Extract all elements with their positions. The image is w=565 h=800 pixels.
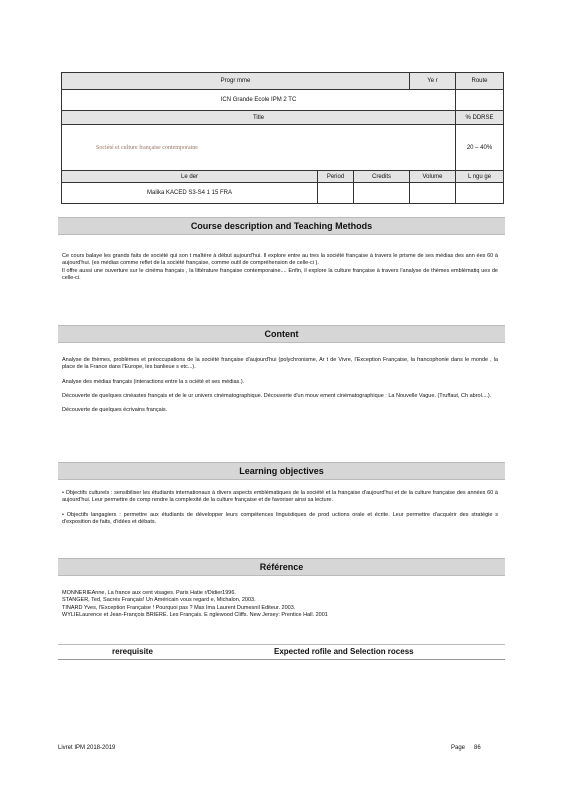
course-description-text: [62, 253, 498, 282]
prerequisite-rule: [58, 659, 505, 660]
reference-heading: Référence: [58, 558, 505, 576]
objective-paragraph: • Objectifs langagiers : permettre aux étudiants de développer leurs compétences linguistiques de prod uctions orale et écrite. Leur permettre d'acquérir des stratégie s d'exposition de faits, d'idées et débats.: [62, 511, 498, 525]
course-description-paragraph: Il offre aussi une ouverture sur le cinéma français , la littérature française contemporaine.... Enfin, il explore la culture française à travers l'analyse de thèmes emblématiq ues de celle-ci.: [62, 267, 498, 281]
reference-item: MONNERIEAnne, La france aux cent visages. Paris Hatie r/Didier1996.: [62, 590, 236, 596]
expected-profile-heading: Expected rofile and Selection rocess: [274, 647, 414, 656]
volume-label: Volume: [410, 171, 456, 183]
course-description-paragraph: Ce cours balaye les grands faits de société qui son t maîtère à début aujourd'hui. Il explore entre au tres la société française à travers le prisme de ses médias des ann ées 60 à aujourd'hui. (es médias comme reflet de la société française, comme outil de compréhension de celle-ci ).: [62, 253, 498, 267]
period-label: Period: [318, 171, 354, 183]
course-description-heading: Course description and Teaching Methods: [58, 217, 505, 235]
reference-item: TINARD Yves, l'Exception Française ! Pourquoi pas ? Max Ima Laurent Dumesnil Editeur. 2003.: [62, 604, 296, 611]
content-paragraph: Analyse des médias français (interactions entre la s ociété et ses médias.).: [62, 378, 245, 385]
ddrse-value: 20 – 40%: [456, 125, 504, 171]
content-paragraph: Découverte de quelques cinéastes français et de le ur univers cinématographique. Découverte d'un mouv ement cinématographique : La Nouvelle Vague. (Truffaut, Ch abrol....).: [62, 392, 492, 399]
route-label: Route: [456, 73, 504, 90]
reference-item: STANGER, Ted, Sacrés Français! Un Américain vous regard e, Michalon, 2003.: [62, 597, 256, 604]
footer-page-label: Page: [451, 745, 466, 751]
reference-list: [62, 590, 498, 619]
footer-page-number: 86: [474, 745, 481, 751]
credits-label: Credits: [354, 171, 410, 183]
prerequisite-heading: rerequisite: [112, 647, 153, 656]
content-text: [62, 357, 498, 414]
programme-value: ICN Grande Ecole IPM 2 TC: [62, 90, 456, 111]
year-label: Ye r: [410, 73, 456, 90]
language-label: L ngu ge: [456, 171, 504, 183]
leader-value: Malika KACED S3-S4 1 15 FRA: [62, 183, 318, 204]
learning-objectives-text: [62, 490, 498, 526]
leader-label: Le der: [62, 171, 318, 183]
course-info-table: [61, 72, 504, 204]
programme-label: Progr mme: [62, 73, 410, 90]
content-paragraph: Analyse de thèmes, problèmes et préoccupations de la société française d'aujourd'hui (polychronisme, Ar t de Vivre, l'Exception Française, la francophonie dans le monde , la place de la France dans l'Europe, les banlieue s etc...).: [62, 357, 498, 371]
content-heading: Content: [58, 325, 505, 343]
objective-paragraph: • Objectifs culturels : sensibiliser les étudiants internationaux à divers aspects emblématiques de la société et la française d'aujourd'hui et de la culture française des années 60 à aujourd'hui. Leur permettre de comp rendre la complexité de la culture française et de favoriser ainsi sa lecture.: [62, 490, 498, 504]
footer-booklet: Livret IPM 2018-2019: [58, 745, 116, 751]
reference-item: WYLIELaurence et Jean-François BRIERE. Les Français. E nglewood Cliffs. New Jersey: Prentice Hall. 2001: [62, 611, 328, 618]
course-title: Société et culture française contemporaine: [62, 125, 456, 171]
title-label: Title: [62, 111, 456, 125]
ddrse-label: % DDRSE: [456, 111, 504, 125]
content-paragraph: Découverte de quelques écrivains français.: [62, 407, 168, 414]
learning-objectives-heading: Learning objectives: [58, 462, 505, 480]
